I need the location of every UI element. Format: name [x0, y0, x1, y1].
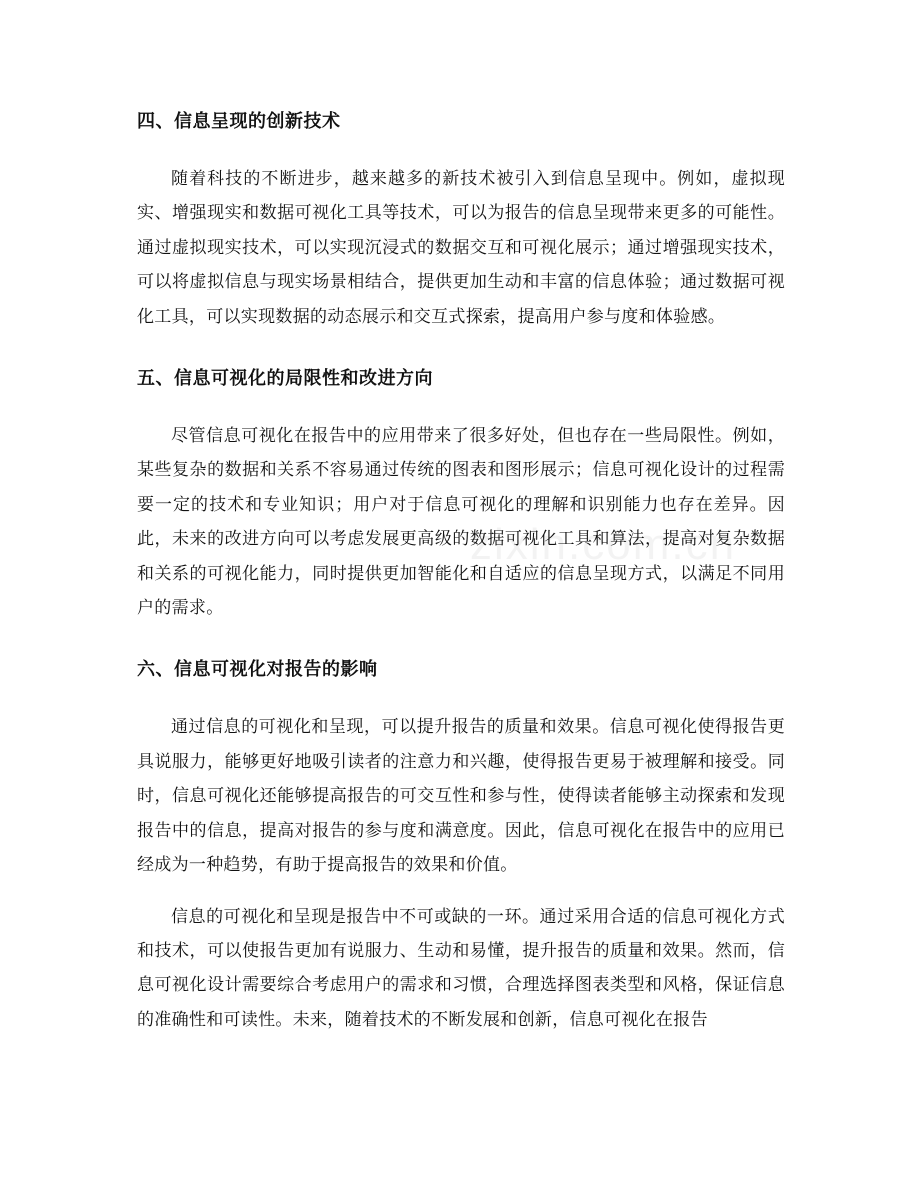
paragraph: 通过信息的可视化和呈现，可以提升报告的质量和效果。信息可视化使得报告更具说服力，能够更好地吸引读者的注意力和兴趣，使得报告更易于被理解和接受。同时，信息可视化还能够提高报告的可交互性和参与性，使得读者能够主动探索和发现报告中的信息，提高对报告的参与度和满意度。因此，信息可视化在报告中的应用已经成为一种趋势，有助于提高报告的效果和价值。 — [137, 717, 785, 876]
section-4 — [137, 100, 785, 334]
section-heading: 五、信息可视化的局限性和改进方向 — [137, 368, 433, 390]
section-6 — [137, 648, 785, 1037]
section-5 — [137, 357, 785, 625]
section-heading: 四、信息呈现的创新技术 — [137, 111, 341, 132]
paragraph: 随着科技的不断进步，越来越多的新技术被引入到信息呈现中。例如，虚拟现实、增强现实和数据可视化工具等技术，可以为报告的信息呈现带来更多的可能性。通过虚拟现实技术，可以实现沉浸式的数据交互和可视化展示；通过增强现实技术，可以将虚拟信息与现实场景相结合，提供更加生动和丰富的信息体验；通过数据可视化工具，可以实现数据的动态展示和交互式探索，提高用户参与度和体验感。 — [137, 169, 785, 327]
paragraph: 尽管信息可视化在报告中的应用带来了很多好处，但也存在一些局限性。例如，某些复杂的数据和关系不容易通过传统的图表和图形展示；信息可视化设计的过程需要一定的技术和专业知识；用户对于信息可视化的理解和识别能力也存在差异。因此，未来的改进方向可以考虑发展更高级的数据可视化工具和算法，提高对复杂数据和关系的可视化能力，同时提供更加智能化和自适应的信息呈现方式，以满足不同用户的需求。 — [137, 426, 785, 619]
section-heading: 六、信息可视化对报告的影响 — [137, 659, 378, 681]
paragraph: 信息的可视化和呈现是报告中不可或缺的一环。通过采用合适的信息可视化方式和技术，可以使报告更加有说服力、生动和易懂，提升报告的质量和效果。然而，信息可视化设计需要综合考虑用户的需求和习惯，合理选择图表类型和风格，保证信息的准确性和可读性。未来，随着技术的不断发展和创新，信息可视化在报告 — [137, 906, 785, 1030]
document-body — [137, 100, 785, 1037]
